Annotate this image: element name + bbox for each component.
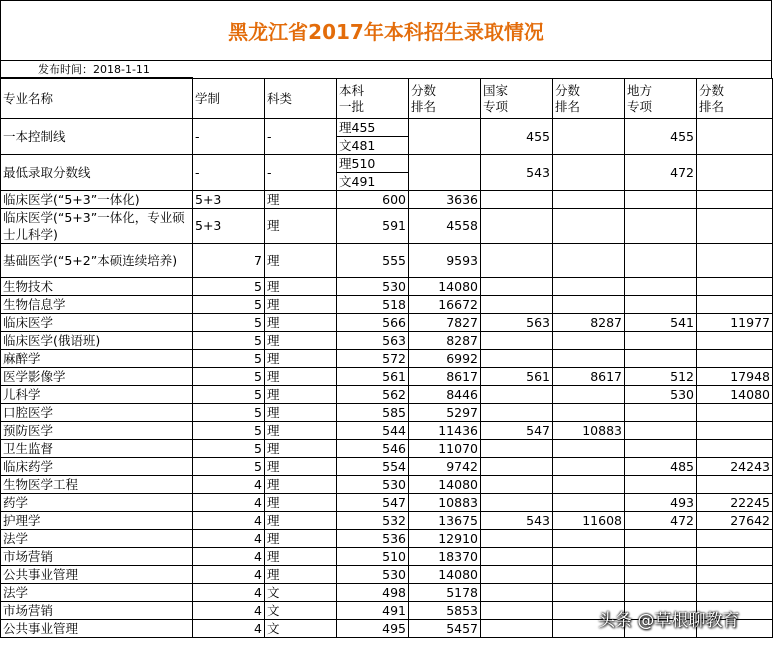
admission-table — [0, 78, 773, 638]
cell-tier1: 555 — [337, 244, 409, 278]
cell-rank1: 8617 — [409, 368, 481, 386]
cell-rank1: 9742 — [409, 458, 481, 476]
page-title: 黑龙江省2017年本科招生录取情况 — [0, 0, 772, 61]
cell-name: 基础医学(“5+2”本硕连续培养) — [1, 244, 193, 278]
cell-rank3 — [697, 566, 773, 584]
cell-rank3 — [697, 404, 773, 422]
cell-duration: 5 — [193, 350, 265, 368]
cell-rank3 — [697, 584, 773, 602]
header-rank2: 分数 排名 — [553, 79, 625, 119]
table-row — [1, 476, 773, 494]
header-local: 地方 专项 — [625, 79, 697, 119]
cell-category: 理 — [265, 209, 337, 244]
cell-local — [625, 584, 697, 602]
cell-category: 理 — [265, 458, 337, 476]
cell-rank2 — [553, 548, 625, 566]
cell-national: 543 — [481, 512, 553, 530]
cell-tier1: 547 — [337, 494, 409, 512]
cell-tier1: 510 — [337, 548, 409, 566]
cell-local — [625, 404, 697, 422]
table-row — [1, 386, 773, 404]
cell-name: 市场营销 — [1, 548, 193, 566]
cell-duration: 4 — [193, 620, 265, 638]
cell-local — [625, 191, 697, 209]
cell-name: 最低录取分数线 — [1, 155, 193, 191]
cell-rank1: 6992 — [409, 350, 481, 368]
cell-name: 法学 — [1, 584, 193, 602]
table-row — [1, 314, 773, 332]
cell-category: 理 — [265, 191, 337, 209]
cell-duration: 5 — [193, 440, 265, 458]
table-row — [1, 458, 773, 476]
cell-rank1: 12910 — [409, 530, 481, 548]
header-major: 专业名称 — [1, 79, 193, 119]
cell-name: 临床医学(俄语班) — [1, 332, 193, 350]
cell-local — [625, 278, 697, 296]
cell-rank1: 4558 — [409, 209, 481, 244]
cell-national — [481, 332, 553, 350]
cell-rank2 — [553, 566, 625, 584]
cell-tier1: 532 — [337, 512, 409, 530]
cell-category: 理 — [265, 296, 337, 314]
cell-national — [481, 278, 553, 296]
cell-duration: 4 — [193, 530, 265, 548]
cell-national — [481, 350, 553, 368]
cell-local — [625, 530, 697, 548]
cell-name: 临床医学(“5+3”一体化，专业硕士儿科学) — [1, 209, 193, 244]
table-row — [1, 244, 773, 278]
cell-name: 市场营销 — [1, 602, 193, 620]
table-row — [1, 191, 773, 209]
table-row — [1, 548, 773, 566]
cell-tier1: 585 — [337, 404, 409, 422]
cell-local — [625, 244, 697, 278]
cell-rank3 — [697, 332, 773, 350]
cell-national — [481, 386, 553, 404]
cell-rank2: 8287 — [553, 314, 625, 332]
cell-national — [481, 244, 553, 278]
cell-name: 麻醉学 — [1, 350, 193, 368]
cell-rank2 — [553, 296, 625, 314]
cell-rank2: 11608 — [553, 512, 625, 530]
cell-rank3 — [697, 155, 773, 191]
cell-rank1: 5297 — [409, 404, 481, 422]
cell-duration: 5 — [193, 422, 265, 440]
cell-category: 文 — [265, 584, 337, 602]
cell-rank2 — [553, 404, 625, 422]
cell-rank3: 27642 — [697, 512, 773, 530]
table-row — [1, 422, 773, 440]
cell-tier1: 561 — [337, 368, 409, 386]
cell-category: 理 — [265, 314, 337, 332]
cell-name: 口腔医学 — [1, 404, 193, 422]
cell-name: 生物技术 — [1, 278, 193, 296]
cell-local: 472 — [625, 512, 697, 530]
cell-category: 理 — [265, 244, 337, 278]
cell-duration: 4 — [193, 584, 265, 602]
cell-rank2 — [553, 476, 625, 494]
cell-category: 理 — [265, 494, 337, 512]
cell-rank2 — [553, 155, 625, 191]
cell-national — [481, 404, 553, 422]
header-rank3: 分数 排名 — [697, 79, 773, 119]
cell-rank1: 14080 — [409, 566, 481, 584]
cell-tier1: 理455 文481 — [337, 119, 409, 155]
cell-rank3: 17948 — [697, 368, 773, 386]
cell-rank1: 10883 — [409, 494, 481, 512]
cell-local: 485 — [625, 458, 697, 476]
table-row — [1, 404, 773, 422]
cell-national — [481, 548, 553, 566]
cell-category: - — [265, 155, 337, 191]
cell-tier1: 562 — [337, 386, 409, 404]
cell-tier1: 536 — [337, 530, 409, 548]
cell-national: 561 — [481, 368, 553, 386]
cell-duration: 4 — [193, 476, 265, 494]
cell-national — [481, 440, 553, 458]
cell-rank3 — [697, 422, 773, 440]
cell-rank2 — [553, 278, 625, 296]
cell-rank2 — [553, 584, 625, 602]
cell-national — [481, 296, 553, 314]
cell-local: 541 — [625, 314, 697, 332]
cell-rank2 — [553, 458, 625, 476]
table-row — [1, 209, 773, 244]
cell-local — [625, 440, 697, 458]
cell-name: 卫生监督 — [1, 440, 193, 458]
header-rank1: 分数 排名 — [409, 79, 481, 119]
cell-name: 法学 — [1, 530, 193, 548]
cell-rank1: 11070 — [409, 440, 481, 458]
cell-local — [625, 422, 697, 440]
cell-rank2 — [553, 494, 625, 512]
cell-national — [481, 209, 553, 244]
cell-duration: 5 — [193, 368, 265, 386]
cell-rank3: 22245 — [697, 494, 773, 512]
cell-rank2 — [553, 119, 625, 155]
cell-local — [625, 209, 697, 244]
cell-name: 药学 — [1, 494, 193, 512]
cell-rank3: 11977 — [697, 314, 773, 332]
cell-name: 儿科学 — [1, 386, 193, 404]
cell-tier1: 498 — [337, 584, 409, 602]
cell-name: 临床医学(“5+3”一体化) — [1, 191, 193, 209]
cell-duration: 4 — [193, 566, 265, 584]
cell-tier1: 530 — [337, 476, 409, 494]
table-row — [1, 278, 773, 296]
cell-local — [625, 350, 697, 368]
cell-duration: 5 — [193, 386, 265, 404]
cell-rank2: 8617 — [553, 368, 625, 386]
table-row — [1, 584, 773, 602]
cell-rank1: 5853 — [409, 602, 481, 620]
header-category: 科类 — [265, 79, 337, 119]
cell-rank3 — [697, 296, 773, 314]
cell-rank1: 8287 — [409, 332, 481, 350]
header-duration: 学制 — [193, 79, 265, 119]
cell-name: 临床医学 — [1, 314, 193, 332]
cell-local — [625, 332, 697, 350]
table-row — [1, 512, 773, 530]
cell-rank3 — [697, 244, 773, 278]
cell-category: 理 — [265, 332, 337, 350]
cell-national — [481, 584, 553, 602]
cell-rank3 — [697, 278, 773, 296]
cell-rank1: 7827 — [409, 314, 481, 332]
cell-duration: 5 — [193, 404, 265, 422]
cell-rank1: 5457 — [409, 620, 481, 638]
cell-national — [481, 476, 553, 494]
cell-category: 文 — [265, 602, 337, 620]
cell-rank2 — [553, 191, 625, 209]
cell-local — [625, 296, 697, 314]
publish-row — [0, 61, 772, 78]
cell-local: 530 — [625, 386, 697, 404]
table-row — [1, 296, 773, 314]
publish-date: 发布时间：2018-1-11 — [38, 63, 150, 76]
cell-national — [481, 494, 553, 512]
cell-category: 理 — [265, 368, 337, 386]
cell-rank3 — [697, 350, 773, 368]
table-row — [1, 494, 773, 512]
cell-duration: - — [193, 119, 265, 155]
cell-category: 理 — [265, 440, 337, 458]
cell-tier1: 理510 文491 — [337, 155, 409, 191]
cell-name: 一本控制线 — [1, 119, 193, 155]
cell-duration: 7 — [193, 244, 265, 278]
cell-category: 理 — [265, 548, 337, 566]
cell-rank1: 16672 — [409, 296, 481, 314]
cell-duration: 4 — [193, 602, 265, 620]
cell-duration: 5 — [193, 278, 265, 296]
cell-rank1: 14080 — [409, 278, 481, 296]
cell-rank1: 9593 — [409, 244, 481, 278]
cell-national — [481, 191, 553, 209]
cell-name: 公共事业管理 — [1, 566, 193, 584]
cell-tier1: 566 — [337, 314, 409, 332]
cell-rank3 — [697, 440, 773, 458]
cell-category: 理 — [265, 350, 337, 368]
cell-rank2 — [553, 244, 625, 278]
table-row — [1, 566, 773, 584]
cell-name: 公共事业管理 — [1, 620, 193, 638]
cell-duration: 4 — [193, 494, 265, 512]
cell-local — [625, 476, 697, 494]
cell-rank1: 14080 — [409, 476, 481, 494]
cell-tier1: 530 — [337, 566, 409, 584]
cell-rank3: 14080 — [697, 386, 773, 404]
cell-category: 理 — [265, 278, 337, 296]
cell-category: 理 — [265, 476, 337, 494]
cell-national: 455 — [481, 119, 553, 155]
cell-national: 543 — [481, 155, 553, 191]
cell-duration: 5 — [193, 314, 265, 332]
cell-duration: 5 — [193, 332, 265, 350]
cell-national — [481, 530, 553, 548]
cell-rank2 — [553, 386, 625, 404]
cell-tier1: 544 — [337, 422, 409, 440]
cell-rank1: 11436 — [409, 422, 481, 440]
header-row — [1, 79, 773, 119]
cell-rank2 — [553, 332, 625, 350]
cell-national — [481, 602, 553, 620]
cell-rank1: 5178 — [409, 584, 481, 602]
table-row — [1, 368, 773, 386]
cell-tier1: 491 — [337, 602, 409, 620]
cell-rank2: 10883 — [553, 422, 625, 440]
table-row — [1, 332, 773, 350]
cell-category: 理 — [265, 566, 337, 584]
cell-local: 472 — [625, 155, 697, 191]
cell-local: 512 — [625, 368, 697, 386]
cell-rank3 — [697, 119, 773, 155]
cell-name: 护理学 — [1, 512, 193, 530]
cell-rank1: 3636 — [409, 191, 481, 209]
cell-duration: - — [193, 155, 265, 191]
cell-tier1: 495 — [337, 620, 409, 638]
cell-category: 理 — [265, 404, 337, 422]
cell-name: 生物信息学 — [1, 296, 193, 314]
cell-tier1: 530 — [337, 278, 409, 296]
cell-tier1: 518 — [337, 296, 409, 314]
cell-category: - — [265, 119, 337, 155]
cell-category: 理 — [265, 530, 337, 548]
cell-category: 理 — [265, 422, 337, 440]
cell-tier1: 546 — [337, 440, 409, 458]
cell-rank3 — [697, 548, 773, 566]
cell-category: 文 — [265, 620, 337, 638]
cell-duration: 5 — [193, 458, 265, 476]
cell-local: 493 — [625, 494, 697, 512]
table-row — [1, 350, 773, 368]
cell-rank1: 13675 — [409, 512, 481, 530]
cell-rank2 — [553, 350, 625, 368]
cell-name: 临床药学 — [1, 458, 193, 476]
cell-rank1 — [409, 155, 481, 191]
cell-tier1: 554 — [337, 458, 409, 476]
cell-national: 547 — [481, 422, 553, 440]
cell-duration: 4 — [193, 548, 265, 566]
cell-national — [481, 566, 553, 584]
cell-rank2 — [553, 209, 625, 244]
cell-duration: 5+3 — [193, 191, 265, 209]
table-row — [1, 530, 773, 548]
cell-local: 455 — [625, 119, 697, 155]
cell-rank2 — [553, 440, 625, 458]
cell-tier1: 572 — [337, 350, 409, 368]
cell-rank3 — [697, 530, 773, 548]
cell-tier1: 600 — [337, 191, 409, 209]
cell-duration: 5 — [193, 296, 265, 314]
cell-national — [481, 620, 553, 638]
header-national: 国家 专项 — [481, 79, 553, 119]
cell-rank3 — [697, 476, 773, 494]
cell-category: 理 — [265, 386, 337, 404]
cell-national — [481, 458, 553, 476]
cell-name: 生物医学工程 — [1, 476, 193, 494]
cell-local — [625, 566, 697, 584]
cell-category: 理 — [265, 512, 337, 530]
cell-rank3: 24243 — [697, 458, 773, 476]
cell-rank1: 18370 — [409, 548, 481, 566]
cell-name: 医学影像学 — [1, 368, 193, 386]
cell-tier1: 563 — [337, 332, 409, 350]
cell-rank2 — [553, 530, 625, 548]
cell-rank3 — [697, 209, 773, 244]
cell-tier1: 591 — [337, 209, 409, 244]
cell-name: 预防医学 — [1, 422, 193, 440]
cell-rank1 — [409, 119, 481, 155]
cell-rank3 — [697, 191, 773, 209]
cell-duration: 4 — [193, 512, 265, 530]
cell-national: 563 — [481, 314, 553, 332]
cell-rank1: 8446 — [409, 386, 481, 404]
header-tier1: 本科 一批 — [337, 79, 409, 119]
control-line-row — [1, 119, 773, 155]
watermark: 头条 @草根聊教育 — [598, 611, 740, 631]
cell-local — [625, 548, 697, 566]
table-row — [1, 440, 773, 458]
control-line-row — [1, 155, 773, 191]
cell-duration: 5+3 — [193, 209, 265, 244]
